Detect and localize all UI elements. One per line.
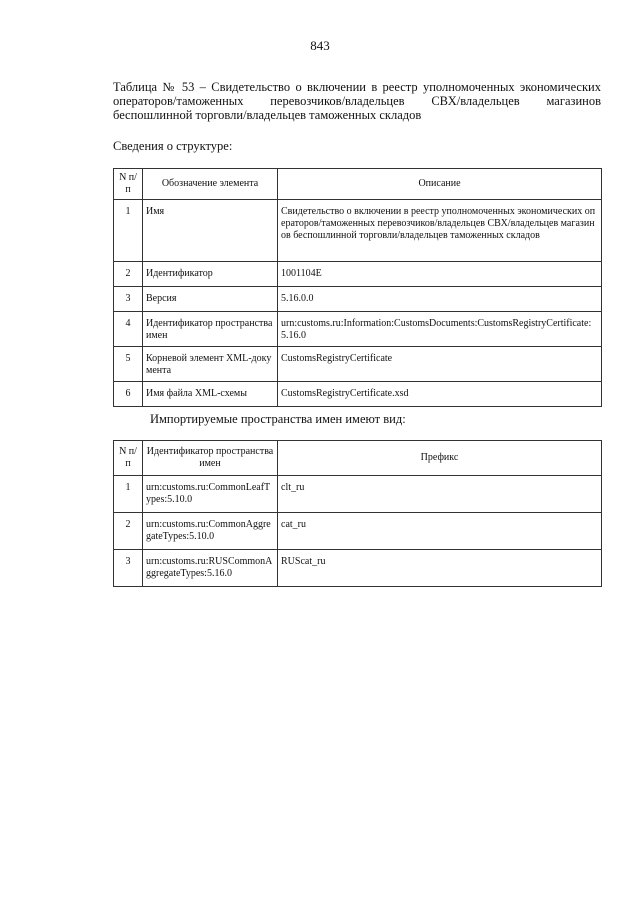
namespace-prefix: cat_ru — [278, 513, 602, 550]
table-caption: Таблица № 53 – Свидетельство о включении в реестр уполномоченных экономических операторов/таможенных перевозчиков/владельцев СВХ/владельцев магазинов беспошлинной торговли/владельцев таможенных складов — [113, 80, 601, 122]
element-name: Идентификатор — [143, 262, 278, 287]
element-name: Имя файла XML-схемы — [143, 382, 278, 407]
column-header-namespace: Идентификатор пространства имен — [143, 441, 278, 476]
row-number: 1 — [114, 200, 143, 262]
element-description: CustomsRegistryCertificate — [278, 347, 602, 382]
namespace-id: urn:customs.ru:CommonAggregateTypes:5.10.0 — [143, 513, 278, 550]
column-header-number: N п/п — [114, 441, 143, 476]
table-row — [114, 382, 602, 407]
row-number: 1 — [114, 476, 143, 513]
table-row — [114, 312, 602, 347]
table-header-row — [114, 441, 602, 476]
table-header-row — [114, 169, 602, 200]
element-name: Версия — [143, 287, 278, 312]
namespace-id: urn:customs.ru:CommonLeafTypes:5.10.0 — [143, 476, 278, 513]
table-row — [114, 200, 602, 262]
table-row — [114, 347, 602, 382]
element-description: Свидетельство о включении в реестр уполномоченных экономических операторов/таможенных перевозчиков/владельцев СВХ/владельцев магазинов беспошлинной торговли/владельцев таможенных складов — [278, 200, 602, 262]
table-row — [114, 287, 602, 312]
row-number: 4 — [114, 312, 143, 347]
row-number: 3 — [114, 550, 143, 587]
structure-table — [113, 168, 602, 407]
column-header-element: Обозначение элемента — [143, 169, 278, 200]
element-name: Идентификатор пространства имен — [143, 312, 278, 347]
namespace-prefix: clt_ru — [278, 476, 602, 513]
namespace-prefix: RUScat_ru — [278, 550, 602, 587]
element-description: 5.16.0.0 — [278, 287, 602, 312]
column-header-number: N п/п — [114, 169, 143, 200]
element-description: 1001104E — [278, 262, 602, 287]
column-header-description: Описание — [278, 169, 602, 200]
table-row — [114, 476, 602, 513]
imports-table — [113, 440, 602, 587]
row-number: 6 — [114, 382, 143, 407]
row-number: 2 — [114, 262, 143, 287]
table-row — [114, 513, 602, 550]
page-number: 843 — [310, 38, 330, 53]
element-name: Имя — [143, 200, 278, 262]
element-description: CustomsRegistryCertificate.xsd — [278, 382, 602, 407]
column-header-prefix: Префикс — [278, 441, 602, 476]
row-number: 3 — [114, 287, 143, 312]
structure-title: Сведения о структуре: — [113, 139, 233, 153]
table-row — [114, 550, 602, 587]
row-number: 5 — [114, 347, 143, 382]
namespace-id: urn:customs.ru:RUSCommonAggregateTypes:5.16.0 — [143, 550, 278, 587]
row-number: 2 — [114, 513, 143, 550]
element-name: Корневой элемент XML-документа — [143, 347, 278, 382]
imports-title: Импортируемые пространства имен имеют вид: — [150, 412, 406, 426]
table-row — [114, 262, 602, 287]
element-description: urn:customs.ru:Information:CustomsDocuments:CustomsRegistryCertificate:5.16.0 — [278, 312, 602, 347]
